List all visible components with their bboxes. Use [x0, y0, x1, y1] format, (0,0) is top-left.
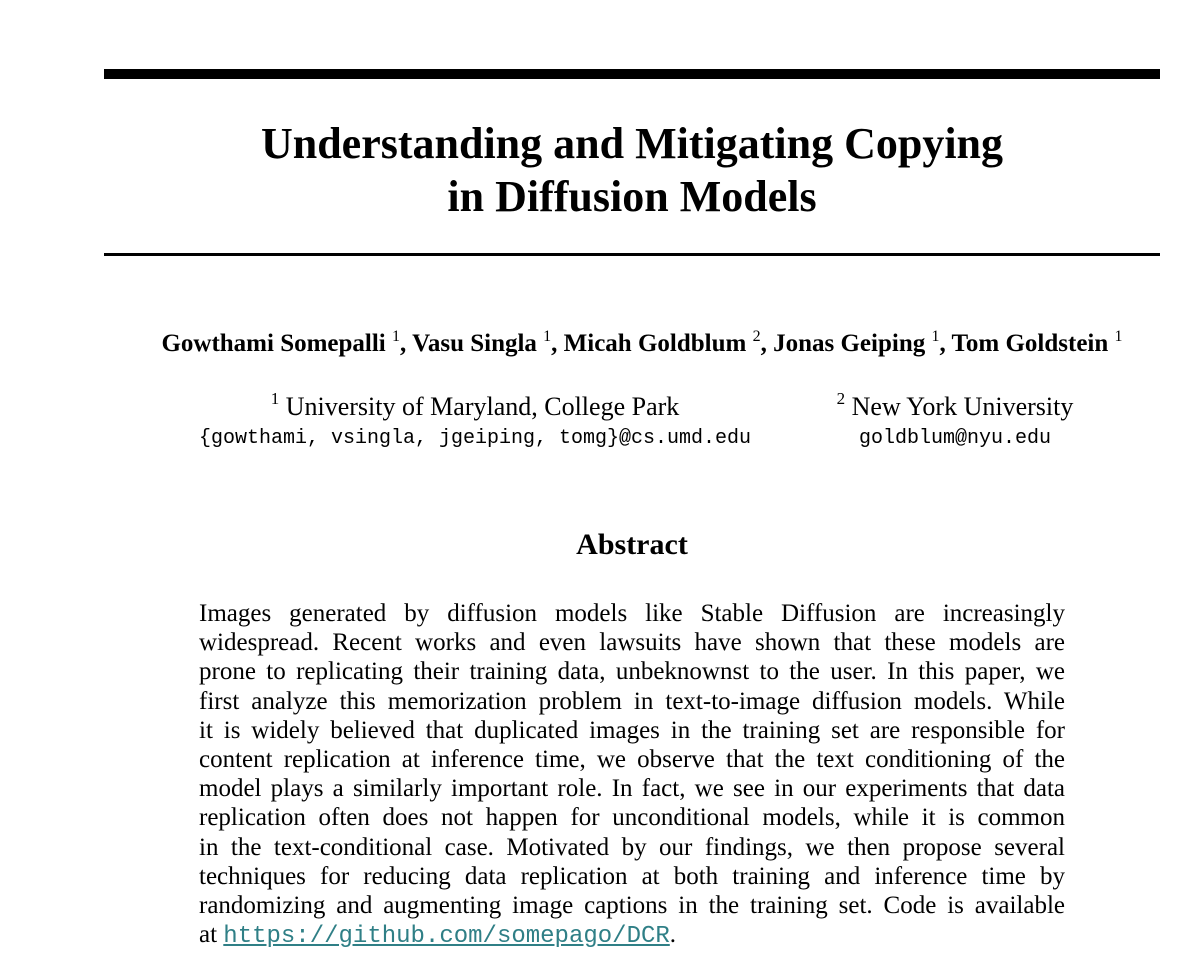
abstract-line: it is widely believed that duplicated images in the training set are responsible for: [199, 716, 1065, 744]
author-name: Gowthami Somepalli: [161, 330, 386, 357]
affiliation-umd: [180, 390, 770, 454]
affiliation-email: {gowthami, vsingla, jgeiping, tomg}@cs.umd.edu: [198, 427, 752, 450]
abstract-line: model plays a similarly important role. In fact, we see in our experiments that data: [199, 775, 1065, 803]
author-name: Jonas Geiping: [773, 330, 926, 357]
author-affiliation-mark: 1: [543, 328, 552, 345]
affiliation-name-text: New York University: [851, 392, 1074, 421]
abstract-body: [199, 599, 1065, 949]
title-bottom-rule: [104, 253, 1160, 256]
paper-title-line-2: in Diffusion Models: [447, 172, 817, 221]
title-top-rule: [104, 69, 1160, 79]
abstract-last-suffix: .: [669, 921, 677, 949]
abstract-line: content replication at inference time, we observe that the text conditioning of the: [199, 745, 1065, 773]
affiliation-name: [180, 390, 770, 424]
paper-title-line-1: Understanding and Mitigating Copying: [260, 119, 1004, 168]
affiliation-mark: 1: [270, 389, 280, 408]
paper-title: [104, 117, 1160, 223]
author-affiliation-mark: 2: [752, 328, 761, 345]
abstract-last-line: [199, 920, 1065, 949]
abstract-line: randomizing and augmenting image captions in the training set. Code is available: [199, 891, 1065, 919]
abstract-line: first analyze this memorization problem in text-to-image diffusion models. While: [199, 687, 1065, 715]
author-affiliation-mark: 1: [1114, 328, 1123, 345]
abstract-heading: Abstract: [576, 528, 688, 561]
affiliation-name-text: University of Maryland, College Park: [285, 392, 680, 421]
abstract-line: Images generated by diffusion models like Stable Diffusion are increasingly: [199, 600, 1065, 627]
author-affiliation-mark: 1: [392, 328, 401, 345]
abstract-line: prone to replicating their training data, unbeknownst to the user. In this paper, we: [199, 658, 1065, 686]
author-name: Tom Goldstein: [951, 330, 1109, 357]
abstract-line: widespread. Recent works and even lawsuits have shown that these models are: [199, 629, 1065, 657]
abstract-line: in the text-conditional case. Motivated by our findings, we then propose several: [199, 833, 1065, 861]
abstract-line: techniques for reducing data replication at both training and inference time by: [199, 862, 1065, 890]
author-name: Vasu Singla: [412, 330, 537, 357]
affiliation-nyu: [820, 390, 1090, 454]
abstract-line: replication often does not happen for unconditional models, while it is common: [199, 804, 1065, 832]
author-list: Gowthami Somepalli $^1$, Vasu Singla $^1$, Micah Goldblum $^2$, Jonas Geiping $^1$, Tom Goldstein $^1$: [161, 328, 1123, 357]
abstract-last-prefix: at: [199, 921, 224, 949]
affiliation-email: goldblum@nyu.edu: [858, 427, 1052, 450]
author-affiliation-mark: 1: [931, 328, 940, 345]
author-name: Micah Goldblum: [563, 330, 747, 357]
affiliation-name: [820, 390, 1090, 424]
code-url-link[interactable]: https://github.com/somepago/DCR: [223, 923, 670, 951]
affiliation-mark: 2: [836, 389, 846, 408]
